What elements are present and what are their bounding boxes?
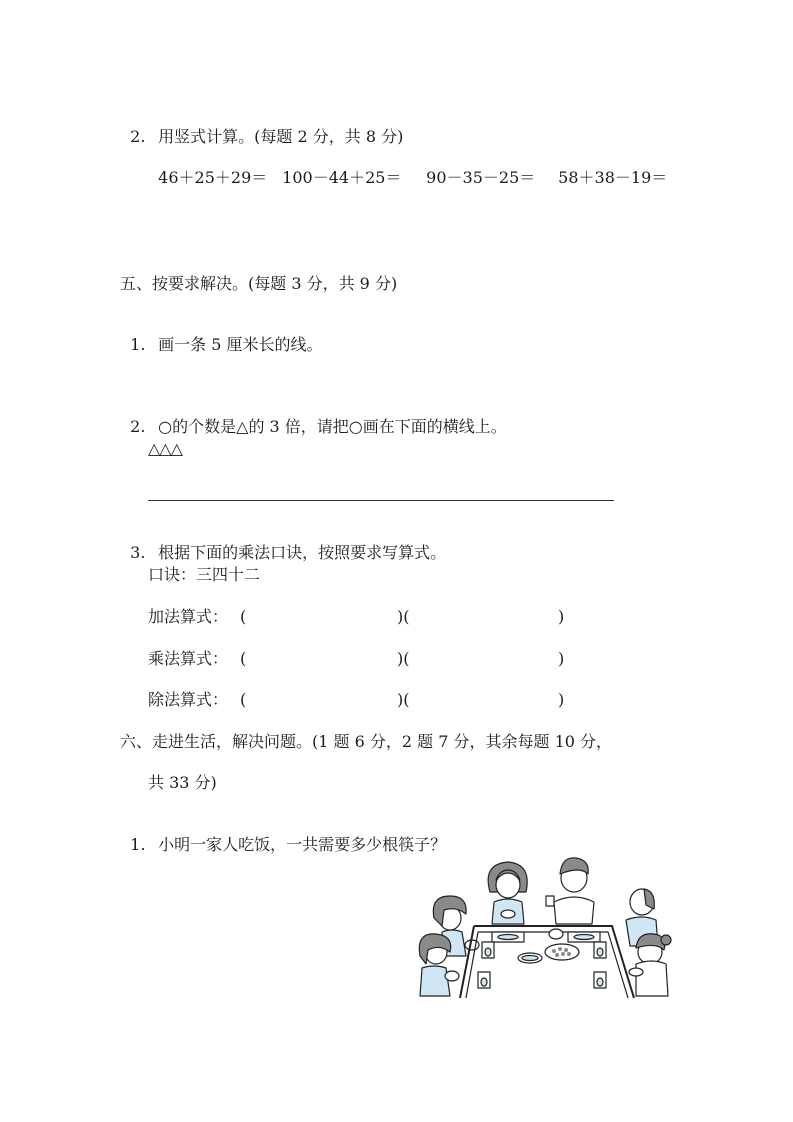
question-text: 根据下面的乘法口诀，按照要求写算式。: [158, 543, 447, 562]
question-text: 用竖式计算。(每题 2 分，共 8 分): [158, 127, 404, 146]
equation-3: 90－35－25＝: [426, 168, 536, 187]
blank-1-close-blank-2-open[interactable]: )(: [397, 690, 410, 709]
section-6-heading-line-2: 共 33 分): [148, 773, 217, 792]
question-6-1: [120, 815, 446, 855]
equation-list: [148, 148, 667, 188]
triangles-row: △△△: [148, 439, 182, 458]
blank-2-close[interactable]: ): [558, 649, 565, 668]
family-dinner-illustration: [412, 852, 678, 998]
question-text: ○的个数是△的 3 倍，请把○画在下面的横线上。: [158, 417, 507, 436]
question-number: 2.: [130, 417, 146, 436]
equation-4: 58＋38－19＝: [558, 168, 668, 187]
blank-1-open[interactable]: (: [240, 649, 247, 668]
blank-1-close-blank-2-open[interactable]: )(: [397, 607, 410, 626]
multiplication-rhyme: 口诀：三四十二: [148, 565, 261, 584]
addition-formula-row: [148, 607, 578, 627]
row-label: 除法算式：: [148, 690, 229, 709]
blank-1-close-blank-2-open[interactable]: )(: [397, 649, 410, 668]
family-dinner-image: [412, 852, 678, 998]
blank-2-close[interactable]: ): [558, 690, 565, 709]
question-4-2: [120, 107, 403, 147]
blank-1-open[interactable]: (: [240, 690, 247, 709]
blank-2-close[interactable]: ): [558, 607, 565, 626]
equation-2: 100－44＋25＝: [282, 168, 402, 187]
question-number: 1.: [130, 835, 146, 854]
question-5-1: [120, 315, 323, 355]
section-5-heading: 五、按要求解决。(每题 3 分，共 9 分): [120, 274, 398, 293]
question-5-3: [120, 523, 446, 563]
question-number: 3.: [130, 543, 146, 562]
question-number: 2.: [130, 127, 146, 146]
blank-1-open[interactable]: (: [240, 607, 247, 626]
equation-1: 46＋25＋29＝: [158, 168, 268, 187]
question-text: 画一条 5 厘米长的线。: [158, 335, 323, 354]
question-5-2: [120, 397, 507, 437]
question-text: 小明一家人吃饭，一共需要多少根筷子？: [158, 835, 447, 854]
section-6-heading-line-1: 六、走进生活，解决问题。(1 题 6 分，2 题 7 分，其余每题 10 分，: [120, 732, 613, 751]
question-number: 1.: [130, 335, 146, 354]
multiplication-formula-row: [148, 649, 578, 669]
answer-line[interactable]: [148, 500, 614, 501]
division-formula-row: [148, 690, 578, 710]
row-label: 加法算式：: [148, 607, 229, 626]
row-label: 乘法算式：: [148, 649, 229, 668]
